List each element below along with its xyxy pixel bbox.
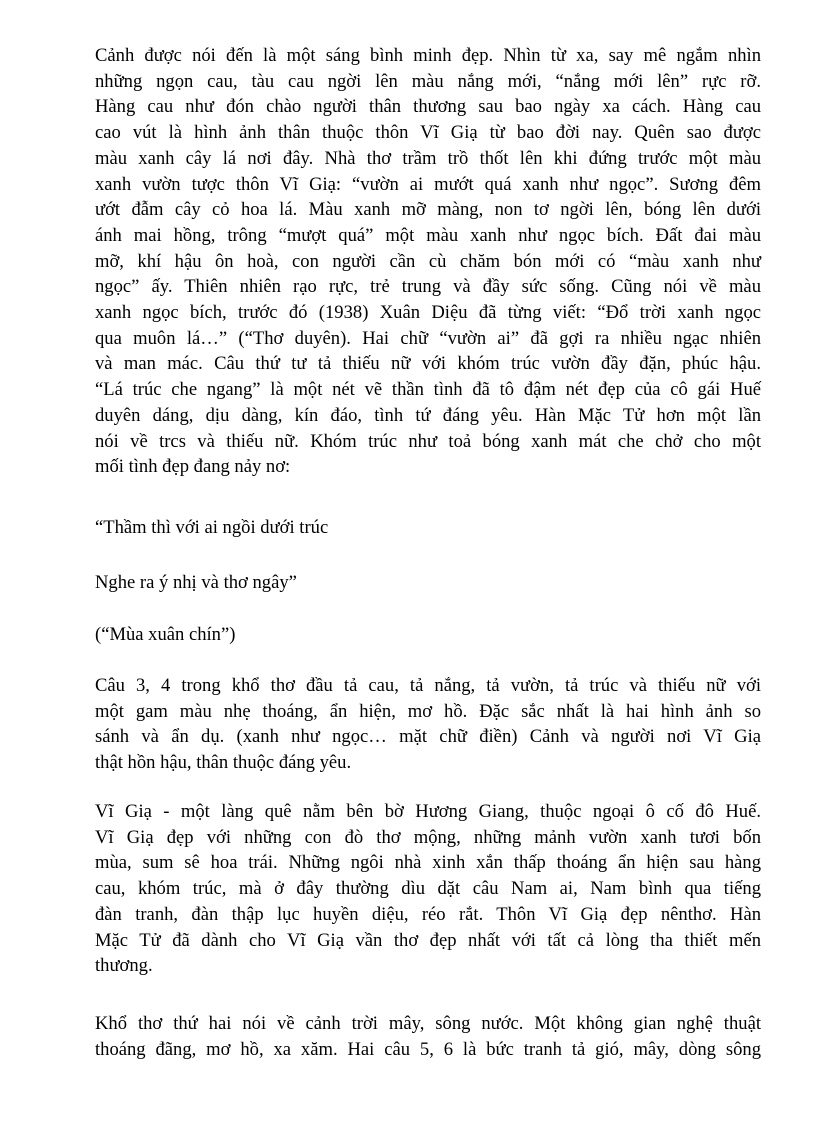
text-line: màu xanh cây lá nơi đây. Nhà thơ trầm trồ thốt lên khi đứng trước một màu <box>95 147 761 169</box>
text-line: mùa, sum sê hoa trái. Những ngôi nhà xinh xắn thấp thoáng ẩn hiện sau hàng <box>95 852 761 874</box>
text-line: thương. <box>95 955 153 977</box>
text-line: sánh và ẩn dụ. (xanh như ngọc… mặt chữ điền) Cảnh và người nơi Vĩ Giạ <box>95 726 761 748</box>
text-line: cau, khóm trúc, mà ở đây thường dìu dặt câu Nam ai, Nam bình qua tiếng <box>95 878 761 900</box>
text-line: ướt đẫm cây cỏ hoa lá. Màu xanh mỡ màng, non tơ ngời lên, bóng lên dưới <box>95 199 761 221</box>
poem-quote-line-1 <box>95 515 761 541</box>
text-line: Nghe ra ý nhị và thơ ngây” <box>95 572 297 593</box>
text-line: Cảnh được nói đến là một sáng bình minh đẹp. Nhìn từ xa, say mê ngắm nhìn <box>95 45 761 66</box>
text-line: duyên dáng, dịu dàng, kín đáo, tình tứ đáng yêu. Hàn Mặc Tử hơn một lần <box>95 404 761 426</box>
text-line: Khổ thơ thứ hai nói về cảnh trời mây, sông nước. Một không gian nghệ thuật <box>95 1013 761 1034</box>
text-line: Hàng cau như đón chào người thân thương sau bao ngày xa cách. Hàng cau <box>95 96 761 118</box>
poem-source <box>95 622 761 648</box>
text-line: ánh mai hồng, trông “mượt quá” một màu xanh như ngọc bích. Đất đai màu <box>95 224 761 246</box>
text-line: mỡ, khí hậu ôn hoà, con người cần cù chăm bón mới có “màu xanh như <box>95 250 761 272</box>
paragraph-second-stanza <box>95 1011 761 1062</box>
text-line: ngọc” ấy. Thiên nhiên rạo rực, trẻ trung và đầy sức sống. Cũng nói về màu <box>95 276 761 298</box>
text-line: Vĩ Giạ - một làng quê nằm bên bờ Hương Giang, thuộc ngoại ô cố đô Huế. <box>95 801 761 822</box>
text-line: nói về trcs và thiếu nữ. Khóm trúc như toả bóng xanh mát che chở cho một <box>95 430 761 452</box>
text-line: Câu 3, 4 trong khổ thơ đầu tả cau, tả nắng, tả vườn, tả trúc và thiếu nữ với <box>95 675 761 696</box>
text-line: Mặc Tử đã dành cho Vĩ Giạ vần thơ đẹp nhất với tất cả lòng tha thiết mến <box>95 929 761 951</box>
text-line: xanh ngọc bích, trước đó (1938) Xuân Diệu đã từng viết: “Đổ trời xanh ngọc <box>95 302 761 324</box>
text-line: mối tình đẹp đang nảy nơ: <box>95 456 291 478</box>
text-line: qua muôn lá…” (“Thơ duyên). Hai chữ “vườn ai” đã gợi ra nhiều ngạc nhiên <box>95 327 761 349</box>
text-line: và man mác. Câu thứ tư tả thiếu nữ với khóm trúc vườn đầy đặn, phúc hậu. <box>95 353 761 375</box>
text-line: cao vút là hình ảnh thân thuộc thôn Vĩ Giạ từ bao đời nay. Quên sao được <box>95 122 761 144</box>
poem-quote-line-2 <box>95 570 761 596</box>
text-line: xanh vườn tược thôn Vĩ Giạ: “vườn ai mướt quá xanh như ngọc”. Sương đêm <box>95 173 761 195</box>
text-line: “Lá trúc che ngang” là một nét vẽ thần tình đã tô đậm nét đẹp của cô gái Huế <box>95 379 761 401</box>
text-line: đàn tranh, đàn thập lục huyền diệu, réo rắt. Thôn Vĩ Giạ đẹp nênthơ. Hàn <box>95 903 761 925</box>
paragraph-analysis <box>95 673 761 776</box>
text-line: Vĩ Giạ đẹp với những con đò thơ mộng, những mảnh vườn xanh tươi bốn <box>95 826 761 848</box>
text-line: một gam màu nhẹ thoáng, ẩn hiện, mơ hồ. Đặc sắc nhất là hai hình ảnh so <box>95 700 761 722</box>
paragraph-vi-gia <box>95 799 761 979</box>
text-line: “Thầm thì với ai ngồi dưới trúc <box>95 517 329 538</box>
text-line: (“Mùa xuân chín”) <box>95 624 236 645</box>
paragraph-intro <box>95 43 761 480</box>
text-line: thoáng đãng, mơ hồ, xa xăm. Hai câu 5, 6 là bức tranh tả gió, mây, dòng sông <box>95 1038 761 1060</box>
text-line: thật hồn hậu, thân thuộc đáng yêu. <box>95 752 352 774</box>
text-line: những ngọn cau, tàu cau ngời lên màu nắng mới, “nắng mới lên” rực rỡ. <box>95 70 761 92</box>
